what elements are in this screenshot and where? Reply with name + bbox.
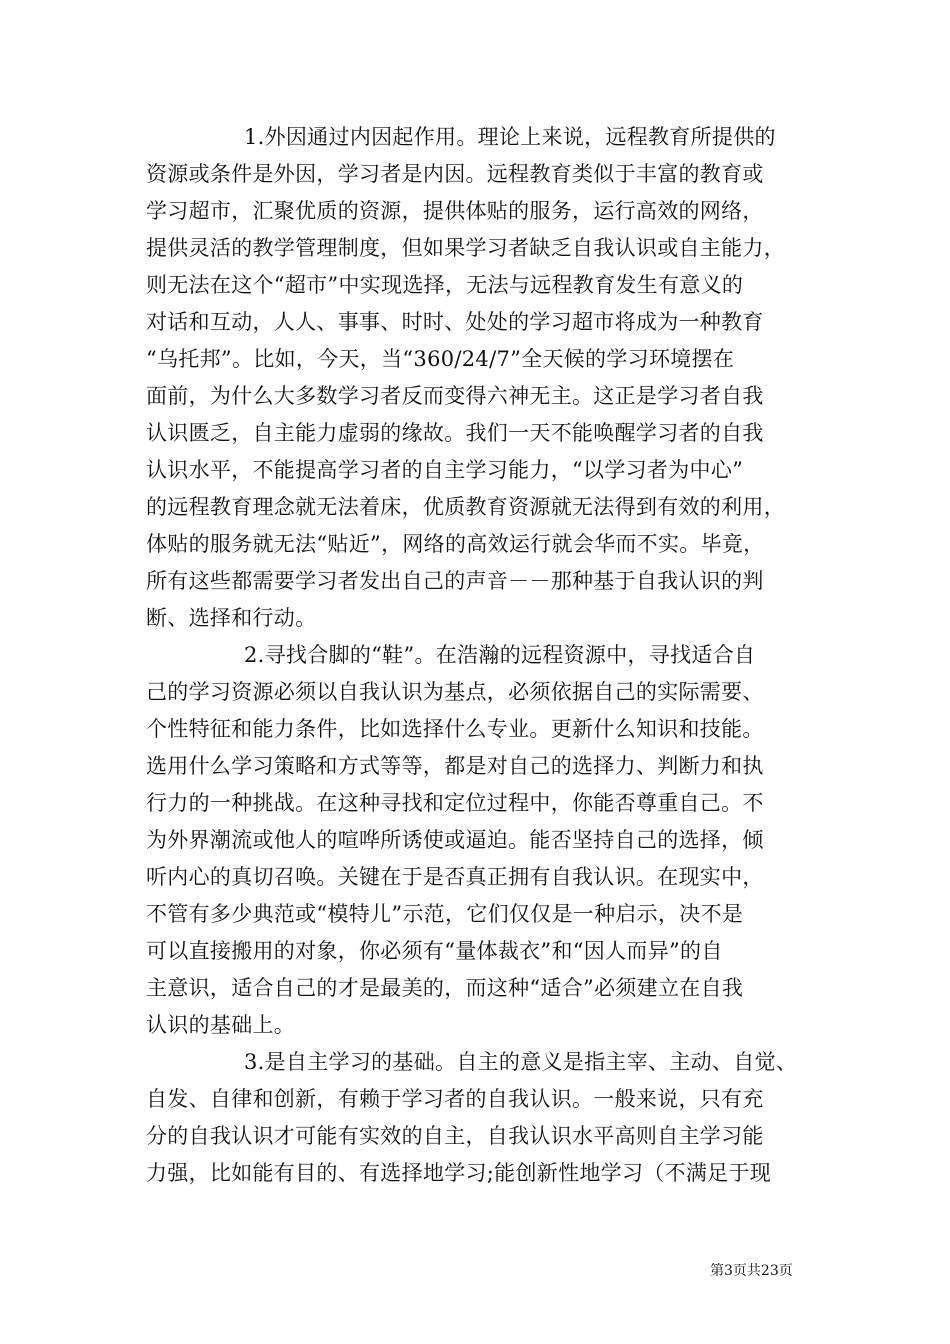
paragraph-line: 对话和互动，人人、事事、时时、处处的学习超市将成为一种教育 bbox=[146, 310, 764, 334]
paragraph-line: 听内心的真切召唤。关键在于是否真正拥有自我认识。在现实中， bbox=[146, 865, 764, 889]
paragraph-line: 体贴的服务就无法“贴近”，网络的高效运行就会华而不实。毕竟， bbox=[146, 532, 765, 556]
paragraph-line: 己的学习资源必须以自我认识为基点，必须依据自己的实际需要、 bbox=[146, 680, 764, 704]
paragraph-line: 自发、自律和创新，有赖于学习者的自我认识。一般来说，只有充 bbox=[146, 1087, 764, 1111]
paragraph-line: 学习超市，汇聚优质的资源，提供体贴的服务，运行高效的网络， bbox=[146, 199, 764, 223]
paragraph-line: 分的自我认识才可能有实效的自主，自我认识水平高则自主学习能 bbox=[146, 1124, 764, 1148]
paragraph-line: “乌托邦”。比如，今天，当“360/24/7”全天候的学习环境摆在 bbox=[146, 347, 735, 371]
paragraph-line: 2.寻找合脚的“鞋”。在浩瀚的远程资源中，寻找适合自 bbox=[244, 643, 756, 667]
paragraph-line: 个性特征和能力条件，比如选择什么专业。更新什么知识和技能。 bbox=[146, 717, 764, 741]
paragraph-line: 的远程教育理念就无法着床，优质教育资源就无法得到有效的利用， bbox=[146, 495, 785, 519]
paragraph-line: 认识匮乏，自主能力虚弱的缘故。我们一天不能唤醒学习者的自我 bbox=[146, 421, 764, 445]
paragraph-line: 不管有多少典范或“模特儿”示范，它们仅仅是一种启示，决不是 bbox=[146, 902, 744, 926]
paragraph-line: 3.是自主学习的基础。自主的意义是指主宰、主动、自觉、 bbox=[244, 1050, 798, 1074]
paragraph-line: 所有这些都需要学习者发出自己的声音－－那种基于自我认识的判 bbox=[146, 569, 764, 593]
page-number-footer: 第3页共23页 bbox=[710, 1263, 793, 1279]
paragraph-line: 提供灵活的教学管理制度，但如果学习者缺乏自我认识或自主能力， bbox=[146, 236, 785, 260]
paragraph-line: 力强，比如能有目的、有选择地学习;能创新性地学习（不满足于现 bbox=[146, 1161, 772, 1185]
paragraph-line: 行力的一种挑战。在这种寻找和定位过程中，你能否尊重自己。不 bbox=[146, 791, 764, 815]
paragraph-line: 断、选择和行动。 bbox=[146, 606, 317, 630]
paragraph-line: 选用什么学习策略和方式等等，都是对自己的选择力、判断力和执 bbox=[146, 754, 764, 778]
paragraph-line: 认识的基础上。 bbox=[146, 1013, 296, 1037]
paragraph-line: 1.外因通过内因起作用。理论上来说，远程教育所提供的 bbox=[244, 125, 776, 149]
paragraph-line: 面前，为什么大多数学习者反而变得六神无主。这正是学习者自我 bbox=[146, 384, 764, 408]
paragraph-line: 主意识，适合自己的才是最美的，而这种“适合”必须建立在自我 bbox=[146, 976, 744, 1000]
paragraph-line: 资源或条件是外因，学习者是内因。远程教育类似于丰富的教育或 bbox=[146, 162, 764, 186]
paragraph-line: 为外界潮流或他人的喧哗所诱使或逼迫。能否坚持自己的选择，倾 bbox=[146, 828, 764, 852]
paragraph-line: 可以直接搬用的对象，你必须有“量体裁衣”和“因人而异”的自 bbox=[146, 939, 723, 963]
paragraph-line: 则无法在这个“超市”中实现选择，无法与远程教育发生有意义的 bbox=[146, 273, 744, 297]
paragraph-line: 认识水平，不能提高学习者的自主学习能力，“以学习者为中心” bbox=[146, 458, 744, 482]
